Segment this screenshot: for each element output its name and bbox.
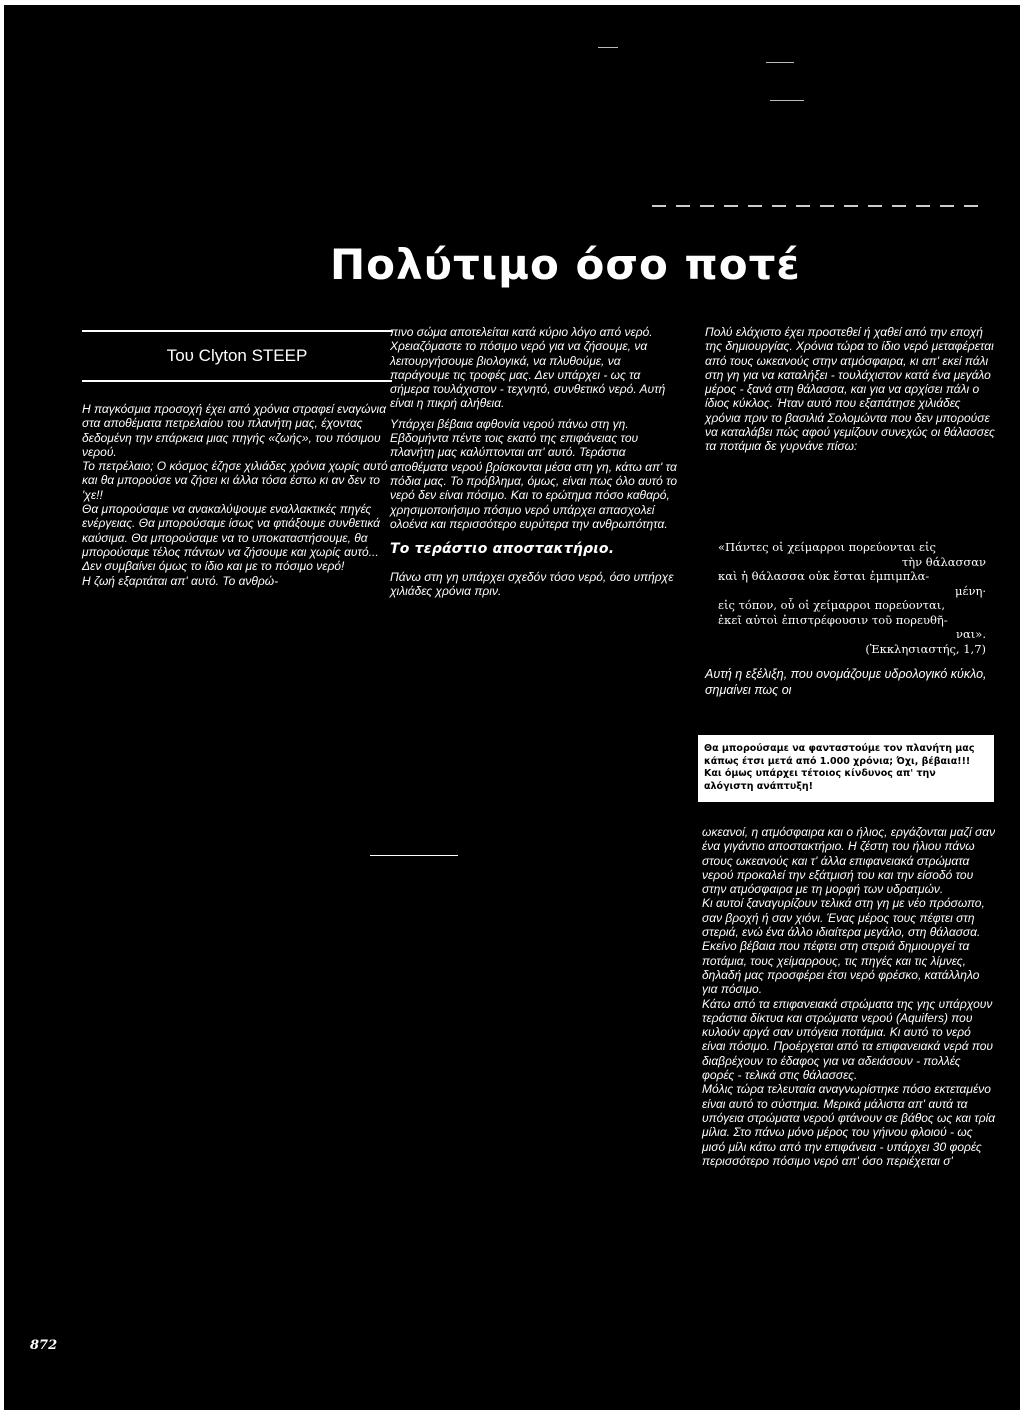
dash-mark xyxy=(964,205,978,207)
byline: Του Clyton STEEP xyxy=(166,346,308,365)
paragraph: Μόλις τώρα τελευταία αναγνωρίστηκε πόσο εκτεταμένο είναι αυτό το σύστημα. Μερικά μάλιστα απ' αυτά τα υπόγεια στρώματα νερού φτάνουν σε βάθος ως και τρία μίλια. Στο πάνω μόνο μέρος του γήινου φλοιού - ως μισό μίλι κάτω από την επιφάνεια - υπάρχει 30 φορές περισσότερο πόσιμο νερό απ' όσο περιέχεται σ' xyxy=(702,1082,996,1168)
dash-mark xyxy=(748,205,762,207)
paragraph: Η ζωή εξαρτάται απ' αυτό. Το ανθρώ- xyxy=(82,573,279,588)
column-3-after-quote xyxy=(705,666,995,698)
dash-mark xyxy=(796,205,810,207)
top-margin xyxy=(0,0,1024,5)
column-2 xyxy=(390,325,680,599)
paragraph: Αυτή η εξέλιξη, που ονομάζουμε υδρολογικό κύκλο, σημαίνει πως οι xyxy=(705,667,987,697)
scan-mark xyxy=(766,62,794,63)
dash-mark xyxy=(892,205,906,207)
ecclesiastes-quote xyxy=(718,540,986,656)
paragraph: Πολύ ελάχιστο έχει προστεθεί ή χαθεί από την εποχή της δημιουργίας. Χρόνια τώρα το ίδιο νερό μεταφέρεται από τους ωκεανούς στην ατμόσφαιρα, κι απ' εκεί πάλι στη γη για να καταλήξει - τουλάχιστον κατά ένα μεγάλο μέρος - ξανά στη θάλασσα, και για να αρχίσει πάλι ο ίδιος κύκλος. Ήταν αυτό που εξαπάτησε χιλιάδες χρόνια πριν το βασιλιά Σολομώντα που δεν μπορούσε να καταλάβει πώς αφού γεμίζουν συνεχώς οι θάλασσες τα ποτάμια δε γυρνάνε πίσω: xyxy=(705,325,995,454)
dash-mark xyxy=(772,205,786,207)
right-margin xyxy=(1020,0,1024,1416)
dash-mark xyxy=(844,205,858,207)
quote-citation: (Ἐκκλησιαστής, 1,7) xyxy=(865,641,986,656)
paragraph: πινο σώμα αποτελείται κατά κύριο λόγο από νερό. Χρειαζόμαστε το πόσιμο νερό για να ζήσουμε, να λειτουργήσουμε βιολογικά, να πλυθούμε, να παράγουμε τις τροφές μας. Δεν υπάρχει - ως τα σήμερα τουλάχιστον - τεχνητό, συνθετικό νερό. Αυτή είναι η πικρή αλήθεια. xyxy=(390,325,666,411)
dash-mark xyxy=(724,205,738,207)
dash-mark xyxy=(940,205,954,207)
paragraph: Δεν συμβαίνει όμως το ίδιο και με το πόσιμο νερό! xyxy=(82,559,345,574)
paragraph: Κάτω από τα επιφανειακά στρώματα της γης υπάρχουν τεράστια δίκτυα και στρώματα νερού (Aquifers) που κυλούν αργά σαν υπόγεια ποτάμια. Κι αυτό το νερό είναι πόσιμο. Προέρχεται από τα επιφανειακά νερά που διαβρέχουν το έδαφος για να αδειάσουν - πολλές φορές - τελικά στις θάλασσες. xyxy=(702,996,994,1083)
paragraph: Το πετρέλαιο; Ο κόσμος έζησε χιλιάδες χρόνια χωρίς αυτό και θα μπορούσε να ζήσει κι άλλα τόσα έστω κι αν δεν το 'χε!! xyxy=(82,459,388,502)
paragraph: ωκεανοί, η ατμόσφαιρα και ο ήλιος, εργάζονται μαζί σαν ένα γιγάντιο αποστακτήριο. Η ζέστη του ήλιου πάνω στους ωκεανούς και τ' άλλα επιφανειακά στρώματα νερού προκαλεί την εξάτμισή του και την είσοδό του στην ατμόσφαιρα με τη μορφή των υδρατμών. xyxy=(702,825,996,897)
paragraph: Κι αυτοί ξαναγυρίζουν τελικά στη γη με νέο πρόσωπο, σαν βροχή ή σαν χιόνι. Ένας μέρος τους πέφτει στη στεριά, ενώ ένα άλλο ιδιαίτερα μεγάλο, στη θάλασσα. Εκείνο βέβαια που πέφτει στη στεριά δημιουργεί τα ποτάμια, τους χείμαρρους, τις πηγές και τις λίμνες, δηλαδή μας προσφέρει έτσι νερό φρέσκο, κατάλληλο για πόσιμο. xyxy=(702,896,985,997)
dash-mark xyxy=(820,205,834,207)
quote-line: ἐκεῖ αὐτοὶ ἐπιστρέφουσιν τοῦ πορευθῆ- xyxy=(718,612,948,627)
dash-mark xyxy=(700,205,714,207)
paragraph: Πάνω στη γη υπάρχει σχεδόν τόσο νερό, όσο υπήρχε χιλιάδες χρόνια πριν. xyxy=(390,570,674,599)
paragraph: Υπάρχει βέβαια αφθονία νερού πάνω στη γη. Εβδομήντα πέντε τοις εκατό της επιφάνειας του πλανήτη μας καλύπτονται απ' αυτό. Τεράστια αποθέματα νερού βρίσκονται μέσα στη γη, κάτω απ' τα πόδια μας. Το πρόβλημα, όμως, είναι πως όλο αυτό το νερό δεν είναι πόσιμο. Και το ερώτημα πόσο καθαρό, χρησιμοποιήσιμο πόσιμο νερό υπάρχει απασχολεί ολοένα και περισσότερο ευρύτερα την ανθρωπότητα. xyxy=(390,416,678,531)
article-title: Πολύτιμο όσο ποτέ xyxy=(330,240,801,289)
paragraph: Θα μπορούσαμε να ανακαλύψουμε εναλλακτικές πηγές ενέργειας. Θα μπορούσαμε ίσως να φτιάξουμε συνθετικά καύσιμα. Θα μπορούσαμε να το υποκαταστήσουμε, θα μπορούσαμε τέλος πάντων να ζήσουμε και χωρίς αυτό... xyxy=(82,502,381,559)
byline-rule-top xyxy=(82,330,392,332)
scan-mark xyxy=(598,47,618,48)
separator-line xyxy=(370,855,458,856)
quote-line: εἰς τόπον, οὗ οἱ χείμαρροι πορεύονται, xyxy=(718,598,945,612)
quote-line: μένη· xyxy=(955,583,986,598)
paragraph: Η παγκόσμια προσοχή έχει από χρόνια στραφεί εναγώνια στα αποθέματα πετρελαίου του πλανήτη μας, έχοντας δεδομένη την επάρκεια μιας πηγής «ζωής», του πόσιμου νερού. xyxy=(82,402,387,459)
column-3-bottom xyxy=(702,825,996,1168)
quote-line: τὴν θάλασσαν xyxy=(901,554,986,569)
left-margin xyxy=(0,0,4,1416)
column-3-top xyxy=(705,325,995,454)
dash-mark xyxy=(652,205,666,207)
quote-line: «Πάντες οἱ χείμαρροι πορεύονται εἰς xyxy=(718,540,936,554)
dash-mark xyxy=(868,205,882,207)
column-1 xyxy=(82,402,394,588)
byline-rule-bottom xyxy=(82,380,392,382)
dash-mark xyxy=(916,205,930,207)
quote-line: ναι». xyxy=(956,627,986,641)
bottom-margin xyxy=(0,1410,1024,1416)
dash-mark xyxy=(676,205,690,207)
scan-mark xyxy=(770,100,804,101)
quote-line: καὶ ἡ θάλασσα οὐκ ἔσται ἐμπιμπλα- xyxy=(718,569,930,583)
subheading: Το τεράστιο αποστακτήριο. xyxy=(390,541,615,558)
callout-box: Θα μπορούσαμε να φανταστούμε τον πλανήτη μας κάπως έτσι μετά από 1.000 χρόνια; Όχι, βέβαια!!! Και όμως υπάρχει τέτοιος κίνδυνος απ' την αλόγιστη ανάπτυξη! xyxy=(698,735,994,802)
page-number: 872 xyxy=(30,1338,58,1353)
